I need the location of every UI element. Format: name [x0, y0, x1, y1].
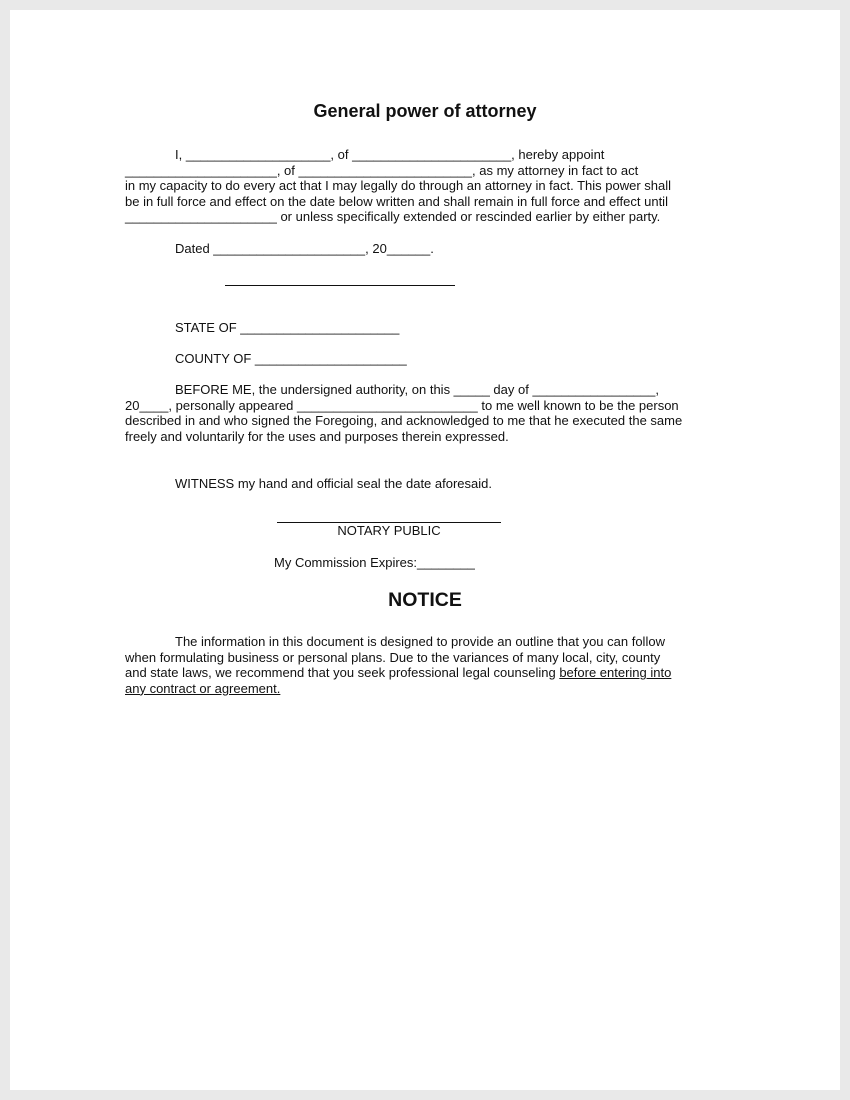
notice-underlined-text: before entering into: [559, 665, 672, 681]
paragraph-line: _____________________ or unless specifically extended or rescinded earlier by either party.: [125, 209, 661, 225]
witness-line: WITNESS my hand and official seal the date aforesaid.: [175, 476, 492, 491]
notice-text: and state laws, we recommend that you seek professional legal counseling: [125, 665, 560, 681]
paragraph-line: BEFORE ME, the undersigned authority, on this _____ day of _________________,: [175, 382, 659, 397]
paragraph-line: when formulating business or personal plans. Due to the variances of many local, city, county: [125, 649, 661, 665]
dated-line: Dated _____________________, 20______.: [175, 241, 434, 256]
notice-underlined-text: any contract or agreement.: [125, 680, 281, 696]
paragraph-line: I, ____________________, of ______________________, hereby appoint: [175, 147, 605, 162]
notary-public-label: NOTARY PUBLIC: [337, 523, 441, 538]
commission-expires-line: My Commission Expires:________: [274, 555, 475, 570]
paragraph-line: [125, 665, 725, 681]
notice-title: NOTICE: [388, 589, 462, 611]
paragraph-line: described in and who signed the Foregoing, and acknowledged to me that he executed the same: [125, 413, 683, 429]
paragraph-line: The information in this document is designed to provide an outline that you can follow: [175, 634, 665, 649]
principal-signature-line: [225, 285, 455, 286]
notice-paragraph: [125, 634, 725, 696]
paragraph-line: _____________________, of ________________________, as my attorney in fact to act: [125, 162, 639, 178]
document-page: [10, 10, 840, 1090]
paragraph-line: be in full force and effect on the date below written and shall remain in full force and effect until: [125, 193, 668, 209]
paragraph-line: freely and voluntarily for the uses and purposes therein expressed.: [125, 428, 509, 444]
document-title: General power of attorney: [313, 101, 537, 121]
state-of-line: STATE OF ______________________: [175, 320, 400, 335]
paragraph-line: in my capacity to do every act that I may legally do through an attorney in fact. This power shall: [125, 178, 672, 194]
appointment-paragraph: [125, 147, 725, 225]
paragraph-line: 20____, personally appeared _________________________ to me well known to be the person: [125, 397, 679, 413]
county-of-line: COUNTY OF _____________________: [175, 351, 407, 366]
acknowledgment-paragraph: [125, 382, 725, 444]
